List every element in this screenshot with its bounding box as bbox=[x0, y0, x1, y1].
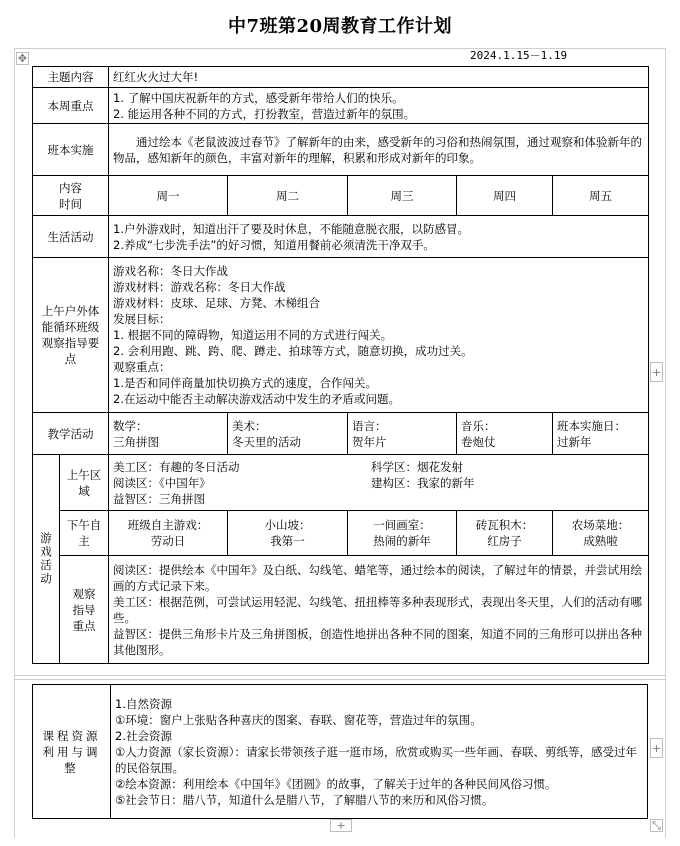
afternoon-cell bbox=[457, 511, 553, 556]
time-header: 时间 bbox=[59, 196, 82, 211]
margin-guide-left bbox=[14, 48, 15, 838]
theme-label: 主题内容 bbox=[33, 67, 109, 88]
afternoon-row bbox=[33, 511, 649, 556]
resources-content bbox=[111, 685, 648, 819]
observe-content bbox=[109, 556, 649, 664]
outdoor-line: 1. 根据不同的障碍物，知道运用不同的方式进行闯关。 bbox=[113, 328, 393, 342]
teaching-cell-tue bbox=[228, 413, 348, 455]
afternoon-name: 砖瓦积木： bbox=[475, 518, 534, 532]
focus-row bbox=[33, 88, 649, 124]
teaching-cell-fri bbox=[553, 413, 649, 455]
resources-line: ①人力资源（家长资源）：请家长带领孩子逛一逛市场，欣赏或购买一些年画、春联、剪纸等，感受过年的民俗氛围。 bbox=[115, 744, 638, 775]
resources-line: ①环境：窗户上张贴各种喜庆的图案、春联、窗花等，营造过年的氛围。 bbox=[115, 712, 482, 727]
outdoor-label: 上午户外体能循环班级观察指导要点 bbox=[33, 258, 109, 413]
afternoon-name: 农场菜地： bbox=[571, 518, 630, 532]
life-line: 2.养成“七步洗手法”的好习惯，知道用餐前必须清洗干净双手。 bbox=[113, 237, 435, 252]
teaching-cell-thu bbox=[457, 413, 553, 455]
afternoon-label: 下午自主 bbox=[60, 511, 109, 556]
teaching-cell-wed bbox=[348, 413, 457, 455]
afternoon-cell bbox=[109, 511, 228, 556]
margin-guide-top bbox=[14, 48, 666, 49]
day-header: 周二 bbox=[228, 176, 348, 216]
life-label: 生活活动 bbox=[33, 216, 109, 258]
life-line: 1.户外游戏时，知道出汗了要及时休息，不能随意脱衣服，以防感冒。 bbox=[113, 221, 469, 236]
observe-label: 观察指导重点 bbox=[60, 556, 109, 664]
focus-label: 本周重点 bbox=[33, 88, 109, 124]
afternoon-topic: 我第一 bbox=[270, 534, 305, 548]
page-break-line-2 bbox=[14, 679, 666, 680]
afternoon-topic: 热闹的新年 bbox=[373, 534, 431, 548]
morning-area-row bbox=[33, 455, 649, 511]
morning-area-item: 益智区：三角拼图 bbox=[113, 491, 205, 506]
teaching-label: 教学活动 bbox=[33, 413, 109, 455]
observe-paragraph: 阅读区：提供绘本《中国年》及白纸、勾线笔、蜡笔等，通过绘本的阅读，了解过年的情景，并尝试用绘画的方式记录下来。 bbox=[113, 562, 642, 593]
life-content bbox=[109, 216, 649, 258]
resources-line: ⑤社会节日：腊八节，知道什么是腊八节，了解腊八节的来历和风俗习惯。 bbox=[115, 792, 494, 807]
morning-area-item: 科学区：烟花发射 bbox=[371, 459, 463, 474]
teaching-subject: 音乐： bbox=[461, 418, 496, 433]
day-header: 周四 bbox=[457, 176, 553, 216]
resources-row bbox=[33, 685, 648, 819]
resources-line: 2.社会资源 bbox=[115, 728, 172, 743]
add-column-button-2[interactable]: + bbox=[650, 738, 663, 758]
class-practice-row bbox=[33, 124, 649, 176]
resources-table bbox=[32, 684, 648, 819]
afternoon-cell bbox=[553, 511, 649, 556]
outdoor-line: 游戏材料：游戏名称：冬日大作战 bbox=[113, 280, 286, 294]
teaching-topic: 三角拼图 bbox=[113, 434, 159, 449]
teaching-subject: 美术： bbox=[232, 418, 267, 433]
table-resize-handle-icon[interactable]: ⤡ bbox=[650, 819, 663, 832]
outdoor-line: 游戏材料：皮球、足球、方凳、木梯组合 bbox=[113, 296, 320, 310]
life-row bbox=[33, 216, 649, 258]
teaching-subject: 语言： bbox=[352, 418, 387, 433]
morning-content bbox=[109, 455, 649, 511]
morning-area-grid bbox=[113, 459, 644, 507]
teaching-topic: 卷炮仗 bbox=[461, 434, 496, 449]
outdoor-line: 发展目标： bbox=[113, 312, 171, 326]
resources-label: 课程资源利用与调整 bbox=[33, 685, 111, 819]
day-header: 周三 bbox=[348, 176, 457, 216]
afternoon-name: 班级自主游戏： bbox=[127, 518, 209, 532]
teaching-row bbox=[33, 413, 649, 455]
afternoon-topic: 成熟啦 bbox=[583, 534, 618, 548]
resources-line: ②绘本资源：利用绘本《中国年》《团圆》的故事，了解关于过年的各种民间风俗习惯。 bbox=[115, 776, 557, 791]
observe-row bbox=[33, 556, 649, 664]
afternoon-name: 一间画室： bbox=[373, 518, 431, 532]
margin-guide-right bbox=[665, 48, 666, 838]
outdoor-line: 游戏名称：冬日大作战 bbox=[113, 264, 228, 278]
teaching-topic: 过新年 bbox=[557, 434, 592, 449]
afternoon-cell bbox=[348, 511, 457, 556]
outdoor-line: 2. 会利用跑、跳、跨、爬、蹲走、拍球等方式，随意切换，成功过关。 bbox=[113, 344, 473, 358]
page-title: 中7班第20周教育工作计划 bbox=[227, 16, 453, 37]
outdoor-line: 1.是否和同伴商量加快切换方式的速度，合作闯关。 bbox=[113, 376, 377, 390]
teaching-cell-mon bbox=[109, 413, 228, 455]
afternoon-cell bbox=[228, 511, 348, 556]
afternoon-name: 小山坡： bbox=[264, 518, 311, 532]
game-label: 游戏活动 bbox=[39, 532, 53, 586]
class-practice-label: 班本实施 bbox=[33, 124, 109, 176]
content-time-header bbox=[33, 176, 109, 216]
teaching-subject: 班本实施日： bbox=[557, 418, 626, 433]
page-break-line bbox=[14, 675, 666, 676]
teaching-topic: 贺年片 bbox=[352, 434, 387, 449]
teaching-topic: 冬天里的活动 bbox=[232, 434, 301, 449]
game-label-cell bbox=[33, 455, 60, 664]
header-row bbox=[33, 176, 649, 216]
teaching-subject: 数学： bbox=[113, 418, 148, 433]
observe-paragraph: 益智区：提供三角形卡片及三角拼图板，创造性地拼出各种不同的图案，知道不同的三角形可以拼出各种其他图形。 bbox=[113, 626, 642, 657]
afternoon-topic: 劳动日 bbox=[150, 534, 186, 548]
outdoor-line: 观察重点： bbox=[113, 360, 171, 374]
focus-line: 1. 了解中国庆祝新年的方式，感受新年带给人们的快乐。 bbox=[113, 90, 404, 105]
weekly-plan-table bbox=[32, 66, 649, 664]
add-row-button[interactable]: + bbox=[330, 819, 352, 832]
observe-paragraph: 美工区：根据范例，可尝试运用轻泥、勾线笔、扭扭棒等多种表现形式，表现出冬天里，人们的活动有哪些。 bbox=[113, 594, 642, 625]
add-column-button[interactable]: + bbox=[650, 362, 663, 382]
theme-value: 红红火火过大年! bbox=[109, 67, 649, 88]
resources-line: 1.自然资源 bbox=[115, 696, 172, 711]
focus-content bbox=[109, 88, 649, 124]
afternoon-topic: 红房子 bbox=[487, 534, 522, 548]
day-header: 周一 bbox=[109, 176, 228, 216]
outdoor-content bbox=[109, 258, 649, 413]
content-header: 内容 bbox=[59, 180, 82, 195]
morning-area-item: 美工区：有趣的冬日活动 bbox=[113, 459, 240, 474]
class-practice-text: 通过绘本《老鼠波波过春节》了解新年的由来，感受新年的习俗和热闹氛围，通过观察和体验新年的物品，感知新年的颜色，丰富对新年的理解，积累和形成对新年的印象。 bbox=[109, 124, 649, 176]
morning-label: 上午区域 bbox=[60, 455, 109, 511]
day-header: 周五 bbox=[553, 176, 649, 216]
outdoor-row bbox=[33, 258, 649, 413]
table-move-handle-icon[interactable]: ✥ bbox=[17, 52, 28, 65]
focus-line: 2. 能运用各种不同的方式，打扮教室，营造过新年的氛围。 bbox=[113, 106, 416, 121]
morning-area-item: 阅读区：《中国年》 bbox=[113, 475, 211, 490]
theme-row bbox=[33, 67, 649, 88]
plan-date: 2024.1.15－1.19 bbox=[470, 49, 568, 62]
morning-area-item: 建构区：我家的新年 bbox=[371, 475, 475, 490]
outdoor-line: 2.在运动中能否主动解决游戏活动中发生的矛盾或问题。 bbox=[113, 392, 400, 406]
